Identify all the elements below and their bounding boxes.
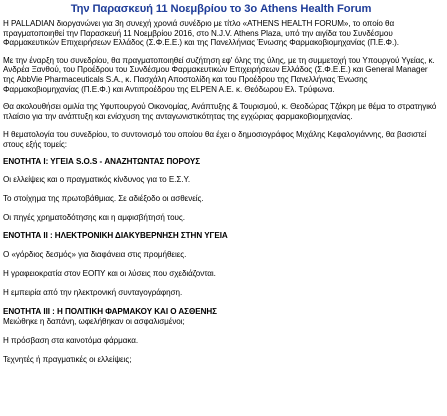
document-title: Την Παρασκευή 11 Νοεμβρίου το 3ο Athens Health Forum bbox=[70, 3, 372, 15]
section-3-item-3: Τεχνητές ή πραγματικές οι ελλείψεις; bbox=[3, 354, 132, 364]
intro-paragraph: Η PALLADIAN διοργανώνει για 3η συνεχή χρονιά συνέδριο με τίτλο «ATHENS HEALTH FORUM», το οποίο θα πραγματοποιηθεί την Παρασκευή 11 Νοεμβρίου 2016, στο N.J.V. Athens Plaza, υπό την αιγίδα του Συνδέσμου Φαρμακευτικών Επιχειρήσεων Ελλάδος (Σ.Φ.Ε.Ε.) και της Πανελλήνιας Ένωσης Φαρμακοβιομηχανίας (Π.Ε.Φ.). bbox=[3, 19, 399, 48]
document-page bbox=[3, 0, 439, 365]
speech-paragraph: Θα ακολουθήσει ομιλία της Υφυπουργού Οικονομίας, Ανάπτυξης & Τουρισμού, κ. Θεοδώρας Τζάκρη με θέμα το στρατηγικό πλαίσιο για την ανάπτυξη και ενίσχυση της ανταγωνιστικότητας της εγχώριας φαρμακοβιομηχανίας. bbox=[3, 102, 437, 121]
section-3-item-1: Μειώθηκε η δαπάνη, ωφελήθηκαν οι ασφαλισμένοι; bbox=[3, 316, 185, 326]
section-3-heading: ΕΝΟΤΗΤΑ ΙΙΙ : Η ΠΟΛΙΤΙΚΗ ΦΑΡΜΑΚΟΥ ΚΑΙ Ο ΑΣΘΕΝΗΣ bbox=[3, 306, 217, 316]
section-1-item-1: Οι ελλείψεις και ο πραγματικός κίνδυνος για το Ε.Σ.Υ. bbox=[3, 174, 191, 184]
section-2-item-1: Ο «γόρδιος δεσμός» για διαφάνεια στις προμήθειες. bbox=[3, 249, 187, 259]
section-1-item-2: Το στοίχημα της πρωτοβάθμιας. Σε αδιέξοδο οι ασθενείς. bbox=[3, 193, 204, 203]
panel-discussion-paragraph: Με την έναρξη του συνεδρίου, θα πραγματοποιηθεί συζήτηση εφ' όλης της ύλης, με τη συμμετοχή του Υπουργού Υγείας, κ. Ανδρέα Ξανθού, του Προέδρου του Συνδέσμου Φαρμακευτικών Επιχειρήσεων Ελλάδος (Σ.Φ.Ε.Ε.) και General Manager της AbbVie Pharmaceuticals S.A., κ. Πασχάλη Αποστολίδη και του Προέδρου της Πανελλήνιας Ένωσης Φαρμακοβιομηχανίας (Π.Ε.Φ.) και Αντιπροέδρου της ELPEN A.E. κ. Θεόδωρου Ελ. Τρύφωνα. bbox=[3, 55, 435, 94]
section-1-heading: ΕΝΟΤΗΤΑ Ι: ΥΓΕΙΑ S.O.S - ΑΝΑΖΗΤΩΝΤΑΣ ΠΟΡΟΥΣ bbox=[3, 156, 201, 166]
section-3-item-2: Η πρόσβαση στα καινοτόμα φάρμακα. bbox=[3, 335, 139, 345]
section-2-item-2: Η γραφειοκρατία στον ΕΟΠΥ και οι λύσεις που σχεδιάζονται. bbox=[3, 268, 216, 278]
section-2-heading: ΕΝΟΤΗΤΑ ΙΙ : ΗΛΕΚΤΡΟΝΙΚΗ ΔΙΑΚΥΒΕΡΝΗΣΗ ΣΤΗΝ ΥΓΕΙΑ bbox=[3, 230, 228, 240]
topics-intro-paragraph: Η θεματολογία του συνεδρίου, το συντονισμό του οποίου θα έχει ο δημοσιογράφος Μιχάλης Κεφαλογιάννης, θα βασιστεί στους εξής τομείς: bbox=[3, 130, 427, 149]
section-2-item-3: Η εμπειρία από την ηλεκτρονική συνταγογράφηση. bbox=[3, 287, 183, 297]
section-1-item-3: Οι πηγές χρηματοδότησης και η αμφισβήτησή τους. bbox=[3, 212, 185, 222]
